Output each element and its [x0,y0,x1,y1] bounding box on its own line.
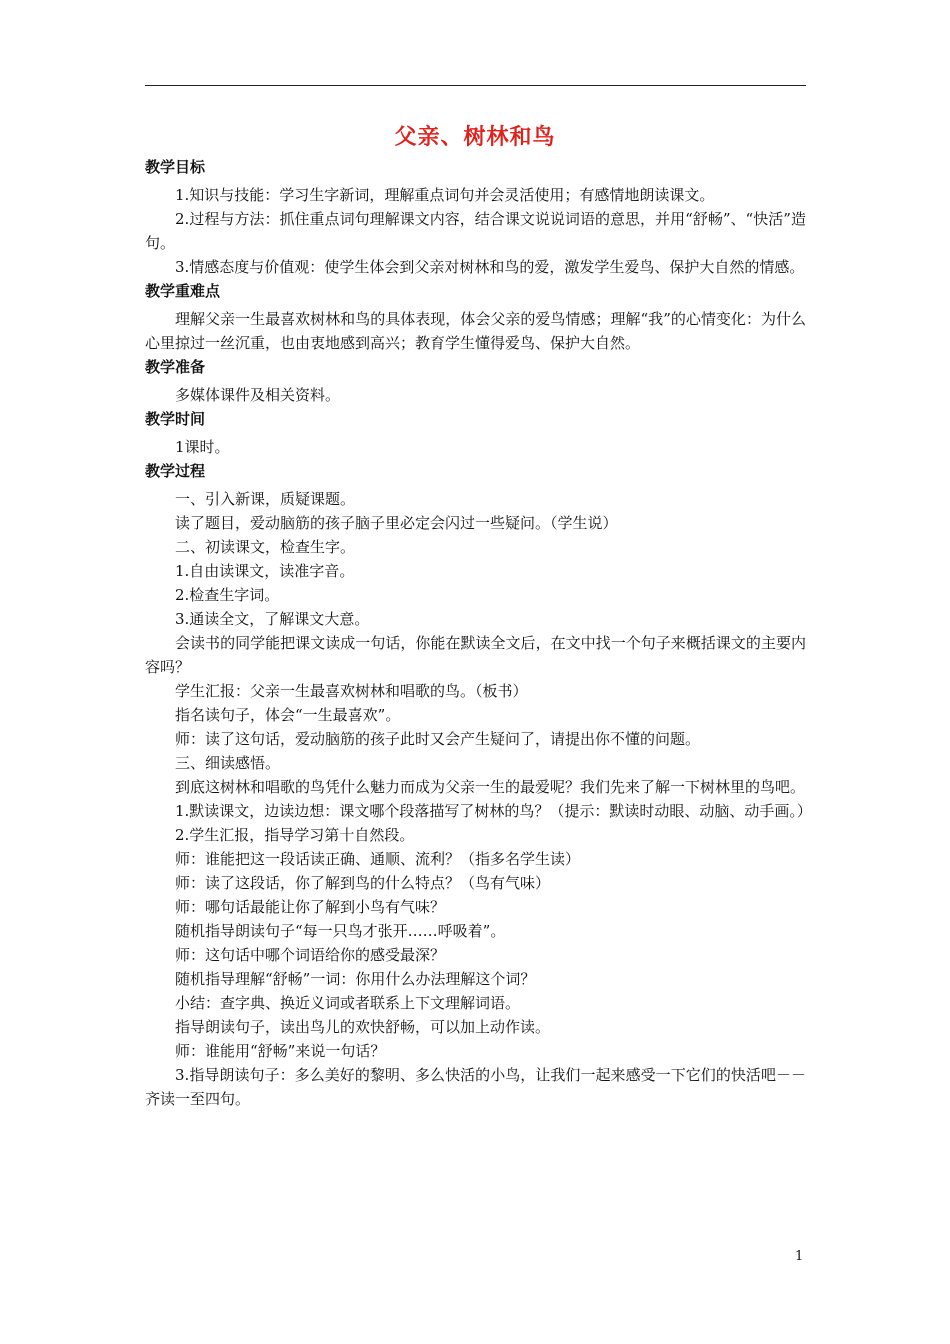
paragraph: 师：哪句话最能让你了解到小鸟有气味？ [175,898,446,916]
paragraph: 随机指导朗读句子“每一只鸟才张开……呼吸着”。 [175,922,506,940]
page-number: 1 [795,1249,804,1264]
paragraph: 指名读句子，体会“一生最喜欢”。 [175,706,401,724]
document-title: 父亲、树林和鸟 [394,125,556,150]
header-rule [145,85,806,86]
paragraph: 到底这树林和唱歌的鸟凭什么魅力而成为父亲一生的最爱呢？我们先来了解一下树林里的鸟吧。 [175,778,806,796]
paragraph: 师：读了这段话，你了解到鸟的什么特点？（鸟有气味） [175,874,551,892]
paragraph: 小结：查字典、换近义词或者联系上下文理解词语。 [175,994,521,1012]
paragraph: 读了题目，爱动脑筋的孩子脑子里必定会闪过一些疑问。（学生说） [175,514,618,532]
paragraph: 学生汇报：父亲一生最喜欢树林和唱歌的鸟。（板书） [175,682,528,700]
paragraph: 一、引入新课，质疑课题。 [175,490,356,508]
paragraph: 1.自由读课文，读准字音。 [175,562,355,580]
paragraph: 三、细读感悟。 [175,754,281,772]
paragraph: 师：读了这句话，爱动脑筋的孩子此时又会产生疑问了，请提出你不懂的问题。 [175,730,701,748]
paragraph: 1.默读课文，边读边想：课文哪个段落描写了树林的鸟？（提示：默读时动眼、动脑、动手画。） [175,802,812,820]
paragraph: 师：谁能把这一段话读正确、通顺、流利？（指多名学生读） [175,850,581,868]
paragraph: 1课时。 [175,438,230,456]
paragraph: 3.通读全文，了解课文大意。 [175,610,370,628]
section-heading: 教学时间 [145,410,206,428]
paragraph: 3.指导朗读句子：多么美好的黎明、多么快活的小鸟，让我们一起来感受一下它们的快活吧－－齐读一至四句。 [145,1066,806,1108]
paragraph: 2.过程与方法：抓住重点词句理解课文内容，结合课文说说词语的意思，并用“舒畅”、“快活”造句。 [145,210,806,252]
paragraph: 1.知识与技能：学习生字新词，理解重点词句并会灵活使用；有感情地朗读课文。 [175,186,715,204]
section-heading: 教学过程 [145,462,206,480]
paragraph: 指导朗读句子，读出鸟儿的欢快舒畅，可以加上动作读。 [175,1018,551,1036]
paragraph: 二、初读课文，检查生字。 [175,538,356,556]
paragraph: 会读书的同学能把课文读成一句话，你能在默读全文后，在文中找一个句子来概括课文的主要内容吗？ [145,634,806,676]
document-body [145,155,812,1111]
section-heading: 教学重难点 [145,282,221,300]
section-heading: 教学目标 [145,158,206,176]
paragraph: 多媒体课件及相关资料。 [175,386,341,404]
paragraph: 师：谁能用“舒畅”来说一句话？ [175,1042,386,1060]
paragraph: 师：这句话中哪个词语给你的感受最深？ [175,946,446,964]
paragraph: 2.检查生字词。 [175,586,280,604]
paragraph: 理解父亲一生最喜欢树林和鸟的具体表现，体会父亲的爱鸟情感；理解“我”的心情变化：为什么心里掠过一丝沉重，也由衷地感到高兴；教育学生懂得爱鸟、保护大自然。 [145,310,806,352]
section-heading: 教学准备 [145,358,206,376]
paragraph: 2.学生汇报，指导学习第十自然段。 [175,826,415,844]
paragraph: 3.情感态度与价值观：使学生体会到父亲对树林和鸟的爱，激发学生爱鸟、保护大自然的情感。 [175,258,805,276]
paragraph: 随机指导理解“舒畅”一词：你用什么办法理解这个词？ [175,970,536,988]
